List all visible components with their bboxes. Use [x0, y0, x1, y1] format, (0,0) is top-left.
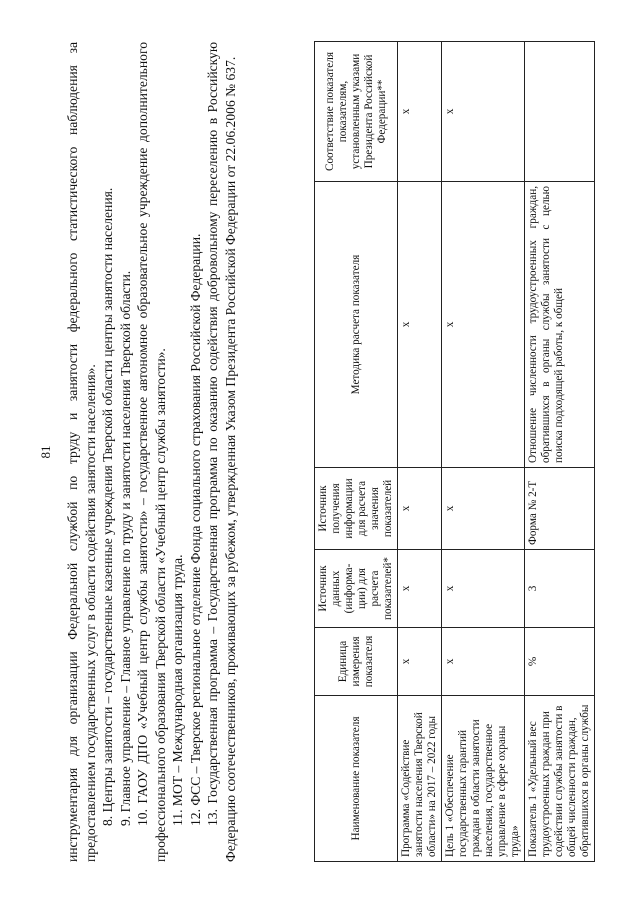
- definition-item: 13. Государственная программа – Государственная программа по оказанию содействия добровольному переселению в Российскую Федерацию соотечественников, проживающих за рубежом, утвержденная Указом Президента Российской Федерации от 22.06.2006 № 637.: [205, 42, 238, 862]
- header-methodology: Методика расчета показателя: [315, 182, 398, 468]
- definition-item: 9. Главное управление – Главное управление по труду и занятости населения Тверской области.: [117, 270, 133, 826]
- table-row: [398, 42, 442, 862]
- definition-item: 12. ФСС – Тверское региональное отделение Фонда социального страхования Российской Федерации.: [187, 233, 203, 826]
- definition-item: 11. МОТ – Международная организация труда.: [170, 554, 185, 826]
- header-unit: Единица измерения показателя: [315, 628, 398, 696]
- table-cell: х: [398, 628, 442, 696]
- table-cell: х: [442, 550, 525, 628]
- table-cell: х: [442, 42, 525, 182]
- table-cell: Показатель 1 «Удельный вес трудоустроенных граждан при содействии службы занятости в общей численности граждан, обратившихся в органы службы: [525, 696, 595, 862]
- header-indicator-name: Наименование показателя: [315, 696, 398, 862]
- table-cell: х: [442, 628, 525, 696]
- page-number: 81: [38, 445, 53, 459]
- table-cell: [525, 42, 595, 182]
- table-cell: Программа «Содействие занятости населения Тверской области» на 2017 – 2022 годы: [398, 696, 442, 862]
- header-info-source: Источник получения информации для расчета значения показателей: [315, 468, 398, 550]
- indicators-table: [314, 41, 595, 862]
- table-header-row: [315, 42, 398, 862]
- table-cell: Отношение численности трудоустроенных граждан, обратившихся в органы службы занятости с целью поиска подходящей работы, к общей: [525, 182, 595, 468]
- definition-item: 10. ГАОУ ДПО «Учебный центр службы занятости» – государственное автономное образовательное учреждение дополнительного профессионального образования Тверской области «Учебный центр службы занятости».: [135, 42, 168, 862]
- table-cell: Цель 1 «Обеспечение государственных гарантий граждан в области занятости населения, государственное управление в сфере охраны труда»: [442, 696, 525, 862]
- table-cell: х: [442, 468, 525, 550]
- table-cell: %: [525, 628, 595, 696]
- table-row: [442, 42, 525, 862]
- rotated-landscape-sheet: [38, 42, 598, 862]
- table-cell: х: [398, 550, 442, 628]
- header-data-source: Источник данных (информа-ции) для расчета показателей*: [315, 550, 398, 628]
- table-cell: х: [442, 182, 525, 468]
- table-row: [525, 42, 595, 862]
- table-cell: 3: [525, 550, 595, 628]
- table-cell: Форма № 2-Т: [525, 468, 595, 550]
- header-compliance: Соответствие показателя показателям, установленным указами Президента Российской Федерации**: [315, 42, 398, 182]
- definition-item: 8. Центры занятости – государственные казенные учреждения Тверской области центры занятости населения.: [100, 187, 115, 826]
- table-cell: х: [398, 182, 442, 468]
- table-cell: х: [398, 42, 442, 182]
- table-cell: х: [398, 468, 442, 550]
- abbreviations-list: [64, 42, 239, 862]
- definition-item: инструментария для организации Федеральной службой по труду и занятости федерального статистического наблюдения за предоставлением государственных услуг в области содействия занятости населения».: [65, 42, 98, 862]
